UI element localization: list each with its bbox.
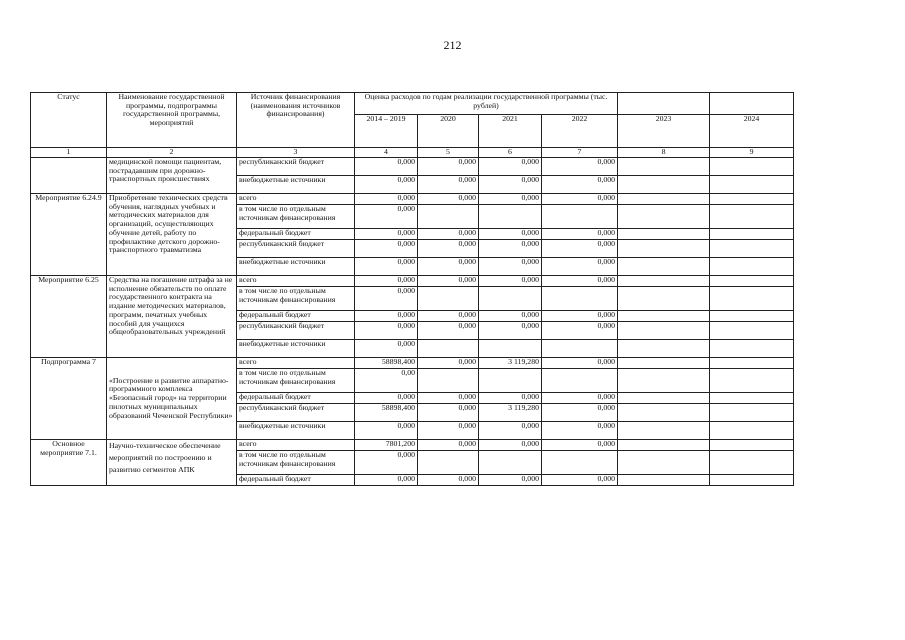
amount-cell: [479, 287, 542, 311]
amount-cell: 0,000: [418, 276, 479, 287]
header-blank-2023: [618, 93, 710, 115]
amount-cell: 0,000: [479, 393, 542, 404]
amount-cell: 0,000: [418, 158, 479, 176]
amount-cell: 0,000: [542, 229, 618, 240]
column-number: 3: [237, 148, 355, 158]
amount-cell: 0,000: [479, 322, 542, 340]
amount-cell: 0,000: [479, 440, 542, 451]
program-name-cell: «Построение и развитие аппаратно-программного комплекса «Безопасный город» на территории пилотных муниципальных образований Чеченской Республики»: [107, 358, 237, 440]
amount-cell: [618, 194, 710, 205]
amount-cell: [479, 369, 542, 393]
amount-cell: 0,00: [355, 369, 418, 393]
amount-cell: 0,000: [355, 240, 418, 258]
amount-cell: 0,000: [542, 358, 618, 369]
amount-cell: 0,000: [542, 393, 618, 404]
amount-cell: 0,000: [418, 322, 479, 340]
page-number: 212: [443, 38, 462, 52]
funding-source-cell: всего: [237, 358, 355, 369]
header-year: 2020: [418, 115, 479, 148]
amount-cell: [542, 205, 618, 229]
amount-cell: [479, 451, 542, 475]
amount-cell: [710, 276, 794, 287]
header-year: 2024: [710, 115, 794, 148]
funding-source-cell: внебюджетные источники: [237, 422, 355, 440]
table-row: [31, 194, 794, 205]
amount-cell: [542, 369, 618, 393]
amount-cell: 3 119,280: [479, 404, 542, 422]
amount-cell: 0,000: [355, 287, 418, 311]
amount-cell: 3 119,280: [479, 358, 542, 369]
amount-cell: 0,000: [542, 311, 618, 322]
funding-source-cell: всего: [237, 194, 355, 205]
funding-source-cell: республиканский бюджет: [237, 404, 355, 422]
funding-source-cell: федеральный бюджет: [237, 311, 355, 322]
amount-cell: 0,000: [479, 258, 542, 276]
column-number: 8: [618, 148, 710, 158]
amount-cell: 0,000: [355, 451, 418, 475]
amount-cell: [710, 322, 794, 340]
amount-cell: 7801,200: [355, 440, 418, 451]
column-number: 5: [418, 148, 479, 158]
amount-cell: 0,000: [355, 205, 418, 229]
status-cell: [31, 158, 107, 194]
funding-source-cell: республиканский бюджет: [237, 158, 355, 176]
amount-cell: 0,000: [542, 176, 618, 194]
amount-cell: 0,000: [418, 475, 479, 486]
table-row: [31, 158, 794, 176]
status-cell: Мероприятие 6.25: [31, 276, 107, 358]
amount-cell: 0,000: [418, 422, 479, 440]
amount-cell: 0,000: [542, 158, 618, 176]
amount-cell: 0,000: [355, 322, 418, 340]
column-number-row: [31, 148, 794, 158]
amount-cell: 0,000: [418, 176, 479, 194]
amount-cell: 0,000: [355, 176, 418, 194]
amount-cell: 0,000: [355, 158, 418, 176]
amount-cell: [710, 451, 794, 475]
funding-source-cell: всего: [237, 276, 355, 287]
funding-source-cell: внебюджетные источники: [237, 258, 355, 276]
amount-cell: 0,000: [418, 194, 479, 205]
table-body: [31, 158, 794, 486]
amount-cell: [618, 311, 710, 322]
amount-cell: 0,000: [355, 393, 418, 404]
amount-cell: [618, 287, 710, 311]
amount-cell: 0,000: [418, 311, 479, 322]
amount-cell: 0,000: [542, 475, 618, 486]
header-year: 2014 – 2019: [355, 115, 418, 148]
amount-cell: [710, 440, 794, 451]
column-number: 1: [31, 148, 107, 158]
amount-cell: [542, 287, 618, 311]
amount-cell: [618, 451, 710, 475]
amount-cell: [710, 404, 794, 422]
amount-cell: [710, 369, 794, 393]
amount-cell: [618, 176, 710, 194]
amount-cell: [710, 340, 794, 358]
program-name-cell: Средства на погашение штрафа за не исполнение обязательств по оплате государственного контракта на издание методических материалов, программ, печатных учебных пособий для учащихся общеобразовательных учреждений: [107, 276, 237, 358]
amount-cell: [618, 369, 710, 393]
amount-cell: 0,000: [542, 404, 618, 422]
funding-source-cell: федеральный бюджет: [237, 475, 355, 486]
column-number: 6: [479, 148, 542, 158]
column-number: 7: [542, 148, 618, 158]
funding-source-cell: федеральный бюджет: [237, 393, 355, 404]
amount-cell: 0,000: [355, 194, 418, 205]
status-cell: Подпрограмма 7: [31, 358, 107, 440]
amount-cell: 0,000: [355, 311, 418, 322]
amount-cell: [710, 287, 794, 311]
amount-cell: [618, 393, 710, 404]
amount-cell: 0,000: [542, 422, 618, 440]
amount-cell: 0,000: [355, 276, 418, 287]
column-number: 2: [107, 148, 237, 158]
program-name-cell: медицинской помощи пациентам, пострадавшим при дорожно-транспортных происшествиях: [107, 158, 237, 194]
amount-cell: 0,000: [355, 340, 418, 358]
amount-cell: [710, 311, 794, 322]
amount-cell: [710, 229, 794, 240]
amount-cell: [710, 358, 794, 369]
amount-cell: 0,000: [479, 194, 542, 205]
funding-source-cell: в том числе по отдельным источникам финансирования: [237, 287, 355, 311]
header-status: Статус: [31, 93, 107, 148]
amount-cell: 0,000: [542, 194, 618, 205]
amount-cell: 0,000: [418, 440, 479, 451]
amount-cell: [418, 340, 479, 358]
status-cell: Мероприятие 6.24.9: [31, 194, 107, 276]
amount-cell: [418, 369, 479, 393]
amount-cell: [710, 393, 794, 404]
amount-cell: [710, 422, 794, 440]
table-row: [31, 440, 794, 451]
amount-cell: 0,000: [479, 311, 542, 322]
amount-cell: [618, 258, 710, 276]
amount-cell: 0,000: [355, 258, 418, 276]
amount-cell: [710, 258, 794, 276]
header-estimate: Оценка расходов по годам реализации государственной программы (тыс. рублей): [355, 93, 618, 115]
amount-cell: 0,000: [479, 158, 542, 176]
amount-cell: 0,000: [542, 240, 618, 258]
amount-cell: [618, 158, 710, 176]
amount-cell: 0,000: [418, 404, 479, 422]
amount-cell: [618, 229, 710, 240]
amount-cell: [710, 194, 794, 205]
amount-cell: [618, 422, 710, 440]
amount-cell: 0,000: [542, 258, 618, 276]
budget-table: [30, 92, 794, 486]
amount-cell: 0,000: [418, 393, 479, 404]
funding-source-cell: федеральный бюджет: [237, 229, 355, 240]
table-header: [31, 93, 794, 158]
amount-cell: 0,000: [479, 475, 542, 486]
funding-source-cell: в том числе по отдельным источникам финансирования: [237, 369, 355, 393]
amount-cell: [542, 451, 618, 475]
funding-source-cell: республиканский бюджет: [237, 322, 355, 340]
table-row: [31, 276, 794, 287]
amount-cell: 0,000: [542, 440, 618, 451]
amount-cell: [418, 205, 479, 229]
amount-cell: [710, 475, 794, 486]
funding-source-cell: в том числе по отдельным источникам финансирования: [237, 205, 355, 229]
amount-cell: [618, 276, 710, 287]
amount-cell: 0,000: [355, 475, 418, 486]
amount-cell: 0,000: [418, 240, 479, 258]
header-year: 2023: [618, 115, 710, 148]
amount-cell: 0,000: [479, 240, 542, 258]
amount-cell: [418, 287, 479, 311]
amount-cell: 0,000: [355, 229, 418, 240]
funding-source-cell: внебюджетные источники: [237, 176, 355, 194]
program-name-cell: Научно-техническое обеспечение мероприятий по построению и развитию сегментов АПК: [107, 440, 237, 486]
amount-cell: 0,000: [418, 229, 479, 240]
amount-cell: 0,000: [479, 176, 542, 194]
header-name: Наименование государственной программы, подпрограммы государственной программы, мероприятий: [107, 93, 237, 148]
amount-cell: 0,000: [542, 276, 618, 287]
amount-cell: 0,000: [418, 358, 479, 369]
amount-cell: [618, 440, 710, 451]
header-year: 2021: [479, 115, 542, 148]
amount-cell: 0,000: [479, 422, 542, 440]
amount-cell: 0,000: [542, 322, 618, 340]
amount-cell: 0,000: [418, 258, 479, 276]
column-number: 9: [710, 148, 794, 158]
amount-cell: [710, 176, 794, 194]
amount-cell: 0,000: [479, 276, 542, 287]
amount-cell: [618, 475, 710, 486]
column-number: 4: [355, 148, 418, 158]
amount-cell: 58898,400: [355, 404, 418, 422]
amount-cell: [710, 240, 794, 258]
amount-cell: [618, 322, 710, 340]
amount-cell: [479, 340, 542, 358]
funding-source-cell: в том числе по отдельным источникам финансирования: [237, 451, 355, 475]
program-name-cell: Приобретение технических средств обучения, наглядных учебных и методических материалов для организаций, осуществляющих обучение детей, работу по профилактике детского дорожно-транспортного травматизма: [107, 194, 237, 276]
amount-cell: [710, 158, 794, 176]
table-row: [31, 358, 794, 369]
amount-cell: [618, 205, 710, 229]
header-year: 2022: [542, 115, 618, 148]
amount-cell: 0,000: [355, 422, 418, 440]
amount-cell: [479, 205, 542, 229]
amount-cell: [618, 240, 710, 258]
amount-cell: 0,000: [479, 229, 542, 240]
amount-cell: [542, 340, 618, 358]
amount-cell: [618, 404, 710, 422]
amount-cell: [710, 205, 794, 229]
amount-cell: 58898,400: [355, 358, 418, 369]
amount-cell: [618, 340, 710, 358]
funding-source-cell: внебюджетные источники: [237, 340, 355, 358]
funding-source-cell: республиканский бюджет: [237, 240, 355, 258]
header-source: Источник финансирования (наименования источников финансирования): [237, 93, 355, 148]
amount-cell: [418, 451, 479, 475]
header-blank-2024: [710, 93, 794, 115]
amount-cell: [618, 358, 710, 369]
status-cell: Основное мероприятие 7.1.: [31, 440, 107, 486]
funding-source-cell: всего: [237, 440, 355, 451]
